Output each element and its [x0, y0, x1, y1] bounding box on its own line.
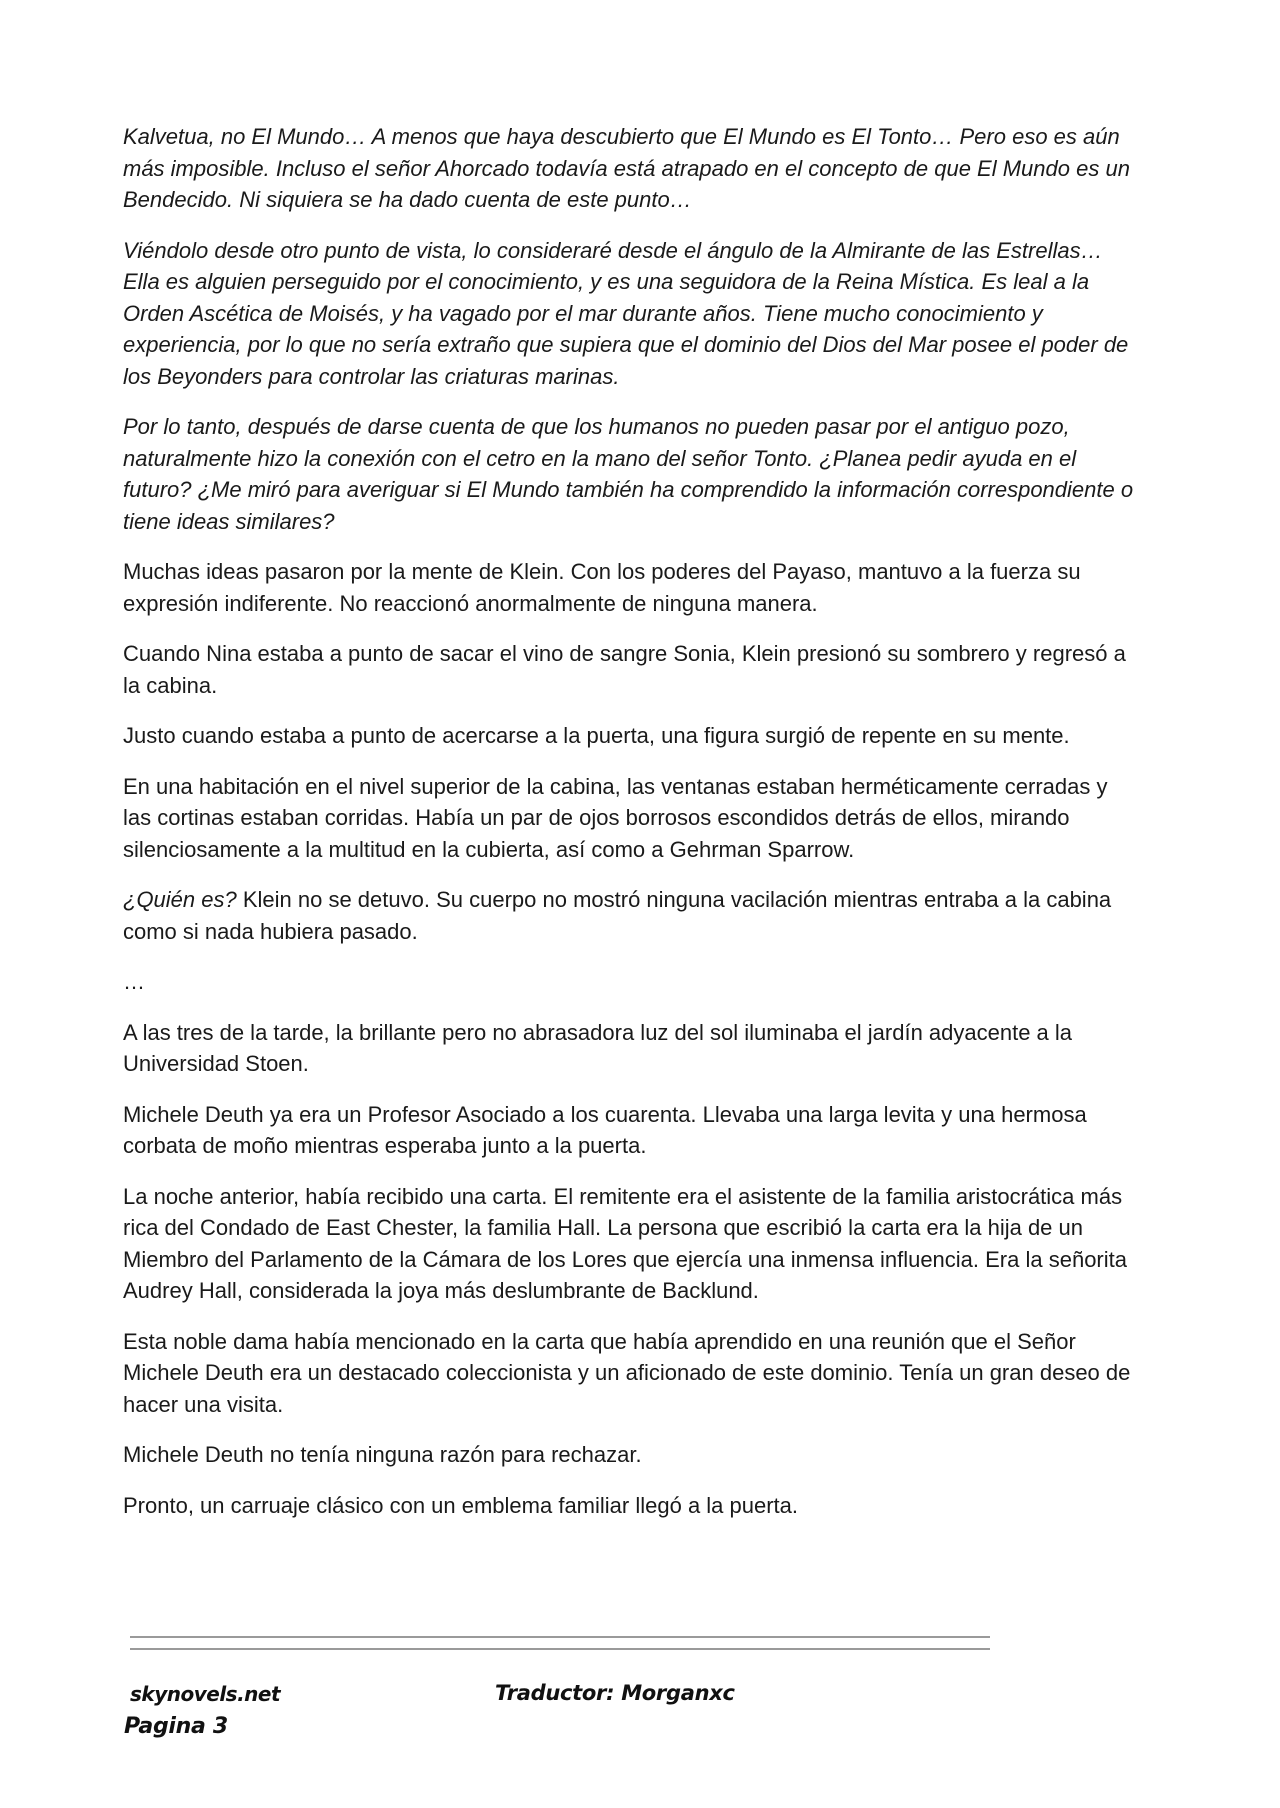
paragraph-8 [123, 884, 1135, 947]
paragraph-4: Muchas ideas pasaron por la mente de Klein. Con los poderes del Payaso, mantuvo a la fuerza su expresión indiferente. No reaccionó anormalmente de ninguna manera. [123, 559, 1081, 616]
paragraph-11: Michele Deuth ya era un Profesor Asociado a los cuarenta. Llevaba una larga levita y una hermosa corbata de moño mientras esperaba junto a la puerta. [123, 1101, 1087, 1158]
paragraph-5: Cuando Nina estaba a punto de sacar el vino de sangre Sonia, Klein presionó su sombrero y regresó a la cabina. [123, 641, 1126, 698]
paragraph-12: La noche anterior, había recibido una carta. El remitente era el asistente de la familia aristocrática más rica del Condado de East Chester, la familia Hall. La persona que escribió la carta era la hija de un Miembro del Parlamento de la Cámara de los Lores que ejercía una inmensa influencia. Era la señorita Audrey Hall, considerada la joya más deslumbrante de Backlund. [123, 1183, 1127, 1303]
paragraph-7: En una habitación en el nivel superior de la cabina, las ventanas estaban herméticamente cerradas y las cortinas estaban corridas. Había un par de ojos borrosos escondidos detrás de ellos, mirando silenciosamente a la multitud en la cubierta, así como a Gehrman Sparrow. [123, 773, 1108, 862]
paragraph-13: Esta noble dama había mencionado en la carta que había aprendido en una reunión que el Señor Michele Deuth era un destacado coleccionista y un aficionado de este dominio. Tenía un gran deseo de hacer una visita. [123, 1328, 1131, 1417]
footer-divider-top [130, 1636, 990, 1638]
paragraph-10: A las tres de la tarde, la brillante pero no abrasadora luz del sol iluminaba el jardín adyacente a la Universidad Stoen. [123, 1019, 1073, 1076]
footer-page-number: Pagina 3 [124, 1714, 228, 1739]
paragraph-2: Viéndolo desde otro punto de vista, lo consideraré desde el ángulo de la Almirante de las Estrellas… Ella es alguien perseguido por el conocimiento, y es una seguidora de la Reina Mística. Es leal a la Orden Ascética de Moisés, y ha vagado por el mar durante años. Tiene mucho conocimiento y experiencia, por lo que no sería extraño que supiera que el dominio del Dios del Mar posee el poder de los Beyonders para controlar las criaturas marinas. [123, 237, 1129, 389]
paragraph-1: Kalvetua, no El Mundo… A menos que haya descubierto que El Mundo es El Tonto… Pero eso es aún más imposible. Incluso el señor Ahorcado todavía está atrapado en el concepto de que El Mundo es un Bendecido. Ni siquiera se ha dado cuenta de este punto… [123, 124, 1130, 212]
footer-translator-credit: Traductor: Morganxc [495, 1681, 735, 1705]
footer-site-name: skynovels.net [130, 1682, 281, 1706]
document-body [123, 121, 1135, 1540]
paragraph-8-italic-thought: ¿Quién es? [123, 887, 237, 912]
footer-divider-bottom [130, 1648, 990, 1650]
paragraph-6: Justo cuando estaba a punto de acercarse a la puerta, una figura surgió de repente en su mente. [123, 723, 1070, 748]
scene-break-ellipsis: … [123, 969, 145, 994]
paragraph-14: Michele Deuth no tenía ninguna razón para rechazar. [123, 1442, 642, 1467]
paragraph-15: Pronto, un carruaje clásico con un emblema familiar llegó a la puerta. [123, 1492, 799, 1518]
paragraph-3: Por lo tanto, después de darse cuenta de que los humanos no pueden pasar por el antiguo pozo, naturalmente hizo la conexión con el cetro en la mano del señor Tonto. ¿Planea pedir ayuda en el futuro? ¿Me miró para averiguar si El Mundo también ha comprendido la información correspondiente o tiene ideas similares? [123, 414, 1134, 534]
paragraph-8-text: Klein no se detuvo. Su cuerpo no mostró ninguna vacilación mientras entraba a la cabina como si nada hubiera pasado. [123, 887, 1112, 944]
